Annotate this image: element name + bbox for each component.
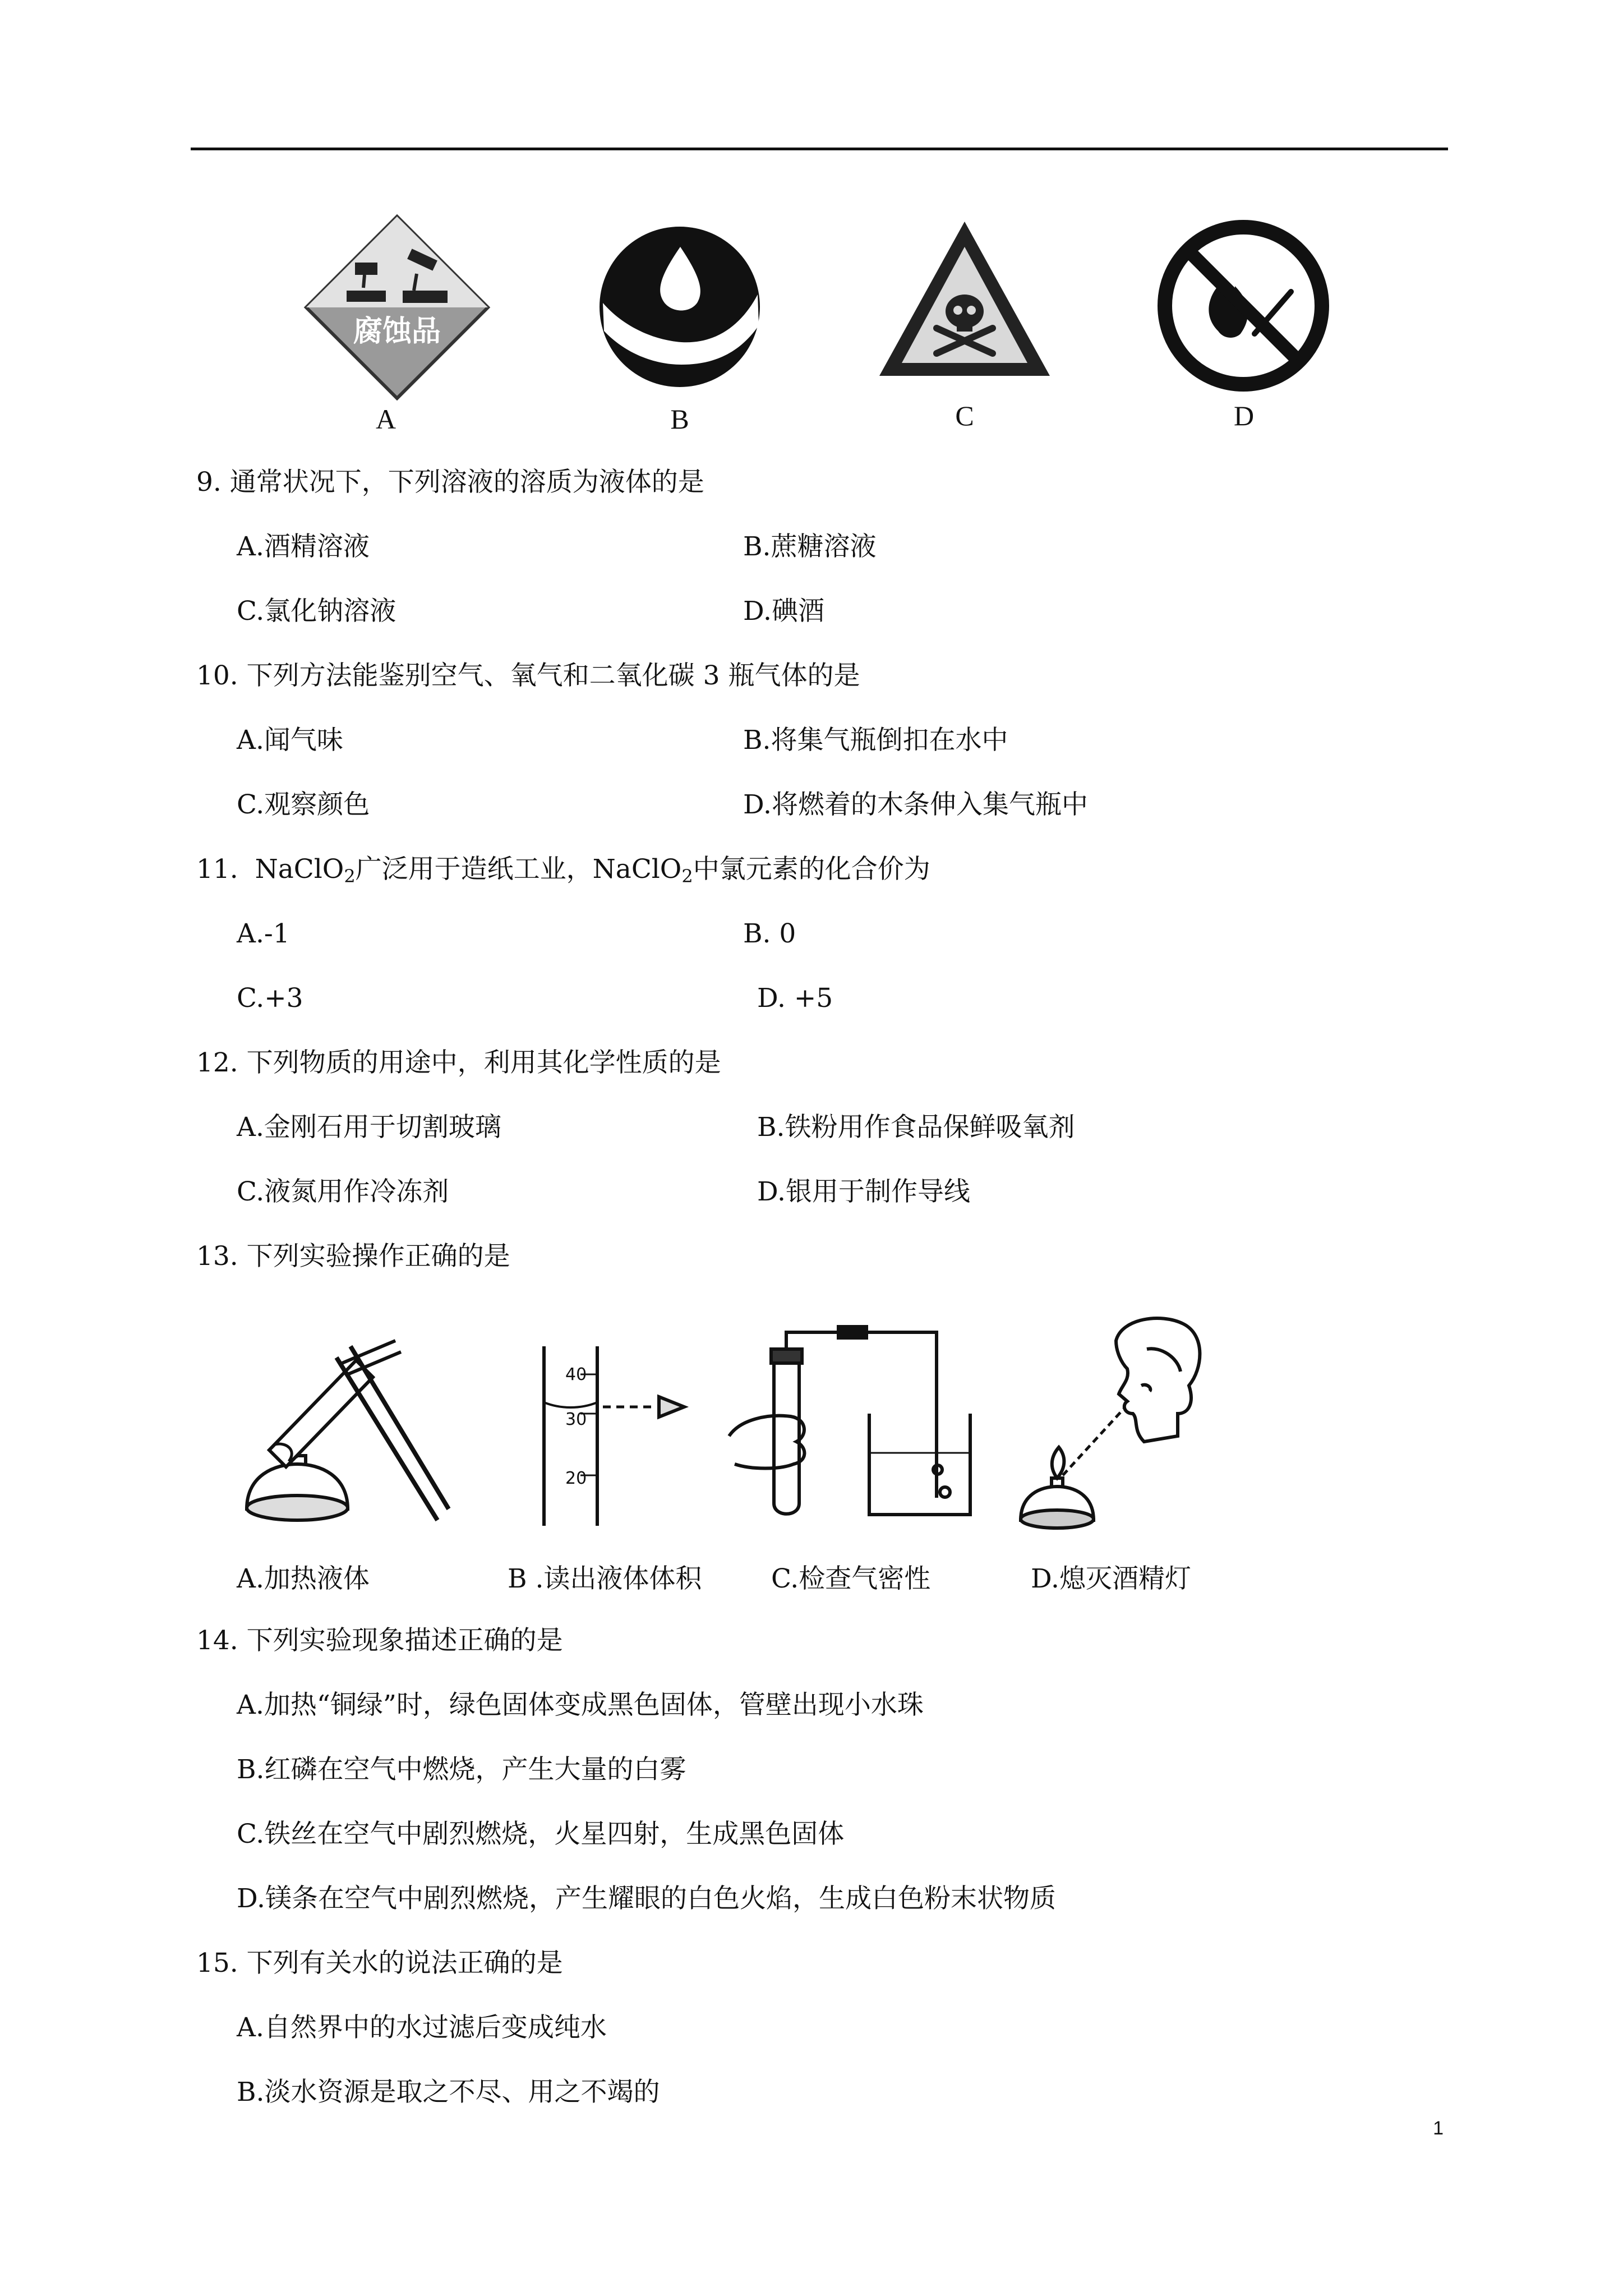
sign-label-c: C [955, 400, 974, 431]
q14-stem: 14. 下列实验现象描述正确的是 [196, 1625, 563, 1656]
q9-option-a: A.酒精溶液 [237, 531, 370, 562]
q10-stem: 10. 下列方法能鉴别空气、氧气和二氧化碳 3 瓶气体的是 [196, 660, 860, 691]
water-saving-icon [597, 224, 763, 390]
q11-option-c: C.+3 [237, 983, 303, 1014]
q14-option-b: B.红磷在空气中燃烧，产生大量的白雾 [237, 1754, 686, 1785]
q11-stem-tail: 中氯元素的化合价为 [693, 854, 930, 885]
q15-option-b: B.淡水资源是取之不尽、用之不竭的 [237, 2077, 660, 2108]
sign-label-a: A [375, 403, 396, 435]
sign-label-d: D [1233, 400, 1255, 431]
q12-option-a: A.金刚石用于切割玻璃 [237, 1112, 501, 1143]
corrosive-text: 腐蚀品 [353, 315, 441, 348]
q11-stem-mid: 广泛用于造纸工业， [355, 854, 593, 885]
q15-stem: 15. 下列有关水的说法正确的是 [196, 1948, 563, 1978]
q14-option-c: C.铁丝在空气中剧烈燃烧，火星四射，生成黑色固体 [237, 1819, 845, 1849]
sign-c [875, 216, 1054, 384]
q9-option-d: D.碘酒 [743, 596, 824, 627]
poison-icon [875, 216, 1054, 384]
q13-stem: 13. 下列实验操作正确的是 [196, 1241, 510, 1272]
extinguish-lamp-illustration [1009, 1307, 1223, 1534]
cylinder-tick-20: 20 [565, 1469, 587, 1488]
q11-number: 11. [196, 854, 238, 885]
q9-stem: 9. 通常状况下，下列溶液的溶质为液体的是 [196, 467, 704, 498]
q11-stem [196, 853, 930, 893]
reading-volume-illustration [522, 1341, 701, 1534]
q11-formula-b: NaClO [592, 854, 682, 885]
q13-option-a: A.加热液体 [237, 1563, 370, 1594]
q13-option-c: C.检查气密性 [771, 1563, 931, 1594]
q14-option-d: D.镁条在空气中剧烈燃烧，产生耀眼的白色火焰，生成白色粉末状物质 [237, 1883, 1056, 1914]
heating-liquid-illustration [236, 1329, 460, 1534]
cylinder-tick-40: 40 [565, 1365, 587, 1384]
q12-stem: 12. 下列物质的用途中，利用其化学性质的是 [196, 1047, 721, 1078]
q11-subscript-b: 2 [681, 866, 693, 887]
q9-option-b: B.蔗糖溶液 [743, 531, 877, 562]
q11-subscript-a: 2 [344, 866, 356, 887]
q11-option-d: D. +5 [757, 983, 833, 1014]
q12-option-b: B.铁粉用作食品保鲜吸氧剂 [757, 1112, 1075, 1143]
q11-option-a: A.-1 [237, 918, 290, 949]
cylinder-tick-30: 30 [565, 1410, 587, 1429]
header-rule [191, 148, 1448, 150]
q13-option-d: D.熄灭酒精灯 [1031, 1563, 1191, 1594]
q12-option-d: D.银用于制作导线 [757, 1176, 970, 1207]
q9-option-c: C.氯化钠溶液 [237, 596, 396, 627]
sign-d [1156, 219, 1330, 393]
corrosive-icon [302, 212, 492, 403]
q10-option-c: C.观察颜色 [237, 789, 370, 820]
q11-option-b: B. 0 [743, 918, 796, 949]
q15-option-a: A.自然界中的水过滤后变成纯水 [237, 2012, 607, 2043]
sign-b [597, 224, 763, 390]
q14-option-a: A.加热“铜绿”时，绿色固体变成黑色固体，管壁出现小水珠 [237, 1690, 924, 1720]
sign-label-b: B [670, 403, 689, 435]
q12-option-c: C.液氮用作冷冻剂 [237, 1176, 449, 1207]
q13-option-b: B .读出液体体积 [508, 1563, 702, 1594]
no-fire-icon [1156, 219, 1330, 393]
q10-option-d: D.将燃着的木条伸入集气瓶中 [743, 789, 1088, 820]
q10-option-a: A.闻气味 [237, 725, 343, 756]
q10-option-b: B.将集气瓶倒扣在水中 [743, 725, 1008, 756]
page-number: 1 [1433, 2118, 1444, 2139]
q11-formula-a: NaClO [255, 854, 344, 885]
airtightness-check-illustration [723, 1324, 981, 1528]
sign-a [302, 212, 492, 403]
